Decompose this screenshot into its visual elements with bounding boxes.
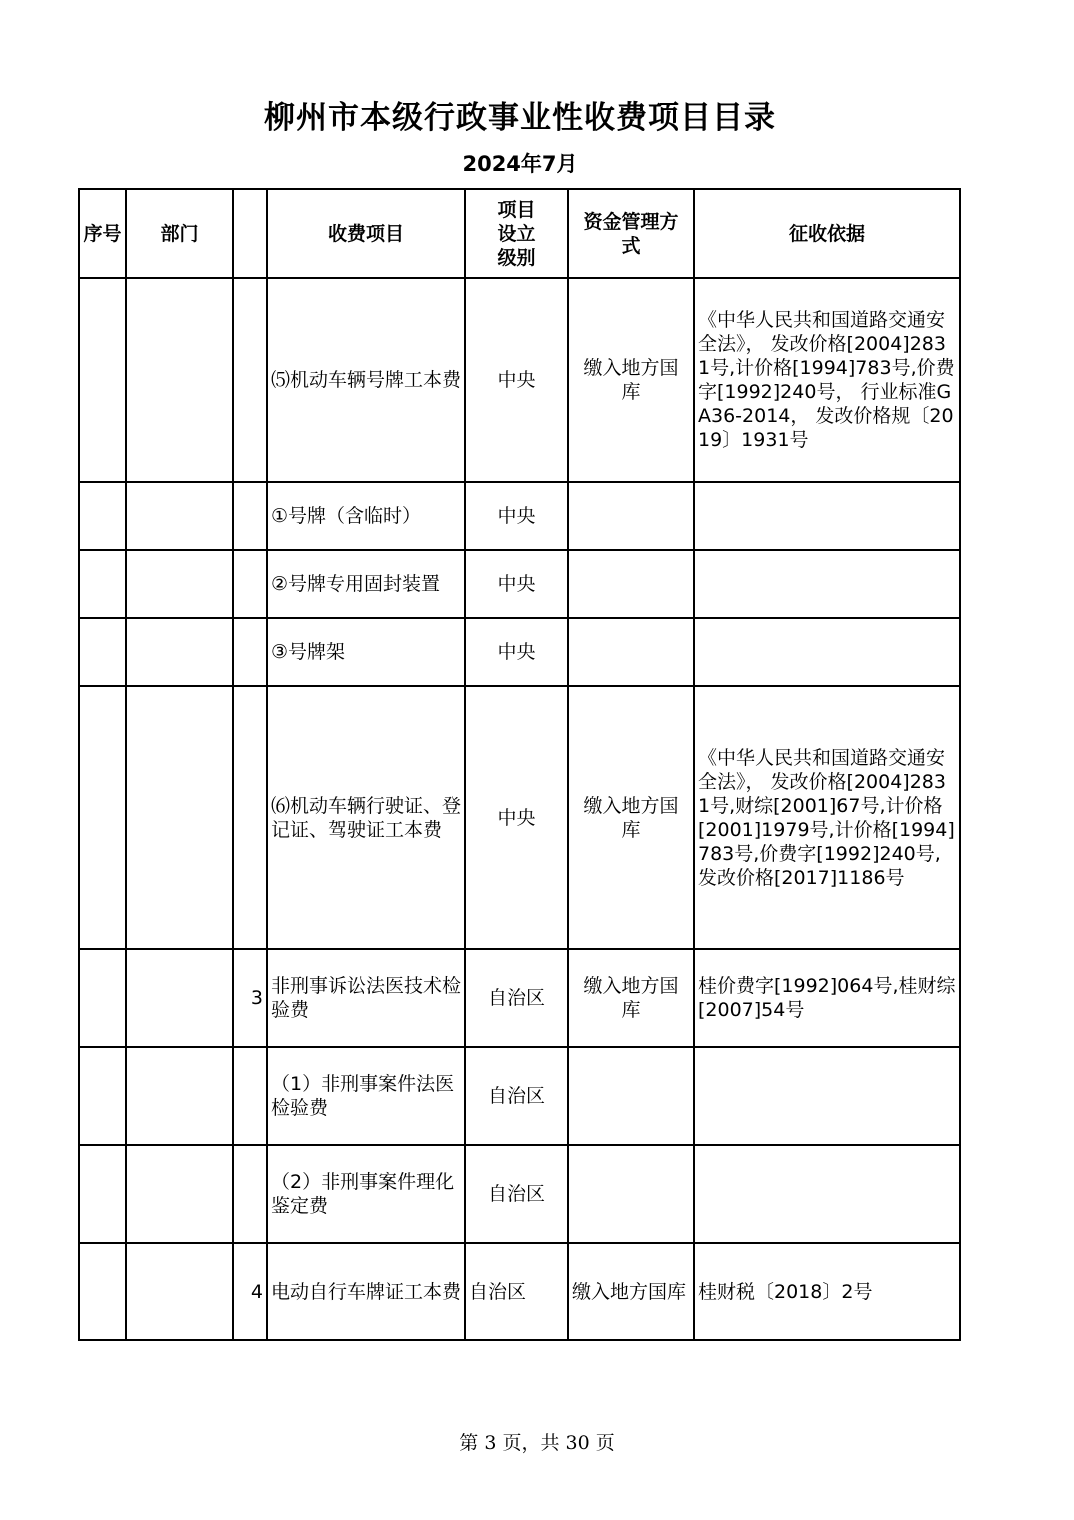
- table-row: [79, 482, 960, 550]
- cell-basis: 《中华人民共和国道路交通安全法》， 发改价格[2004]2831号,计价格[1994]783号,价费字[1992]240号， 行业标准GA36-2014， 发改价格规〔2019〕1931号: [694, 278, 960, 482]
- cell-num: [233, 1145, 267, 1243]
- cell-item: ⑸机动车辆号牌工本费: [267, 278, 465, 482]
- cell-seq: [79, 1145, 126, 1243]
- cell-dept: [126, 550, 233, 618]
- cell-basis: 桂价费字[1992]064号,桂财综[2007]54号: [694, 949, 960, 1047]
- cell-level: 自治区: [465, 1047, 568, 1145]
- table-row: [79, 949, 960, 1047]
- cell-item: ⑹机动车辆行驶证、登记证、驾驶证工本费: [267, 686, 465, 949]
- cell-seq: [79, 482, 126, 550]
- cell-seq: [79, 1243, 126, 1340]
- page-title: 柳州市本级行政事业性收费项目目录: [264, 100, 776, 136]
- table-row: [79, 1047, 960, 1145]
- cell-seq: [79, 686, 126, 949]
- cell-seq: [79, 949, 126, 1047]
- cell-num: [233, 550, 267, 618]
- cell-level: 自治区: [465, 1145, 568, 1243]
- header-seq: 序号: [79, 189, 126, 278]
- cell-num: [233, 686, 267, 949]
- table-row: [79, 1243, 960, 1340]
- cell-fund: 缴入地方国库: [568, 1243, 694, 1340]
- cell-num: [233, 278, 267, 482]
- cell-basis: 《中华人民共和国道路交通安全法》， 发改价格[2004]2831号,财综[2001]67号,计价格[2001]1979号,计价格[1994]783号,价费字[1992]240号,发改价格[2017]1186号: [694, 686, 960, 949]
- cell-level: 中央: [465, 618, 568, 686]
- fee-table: [78, 188, 961, 1341]
- cell-item: ②号牌专用固封装置: [267, 550, 465, 618]
- cell-dept: [126, 949, 233, 1047]
- cell-dept: [126, 1243, 233, 1340]
- cell-item: 电动自行车牌证工本费: [267, 1243, 465, 1340]
- cell-basis: [694, 1047, 960, 1145]
- table-row: [79, 1145, 960, 1243]
- cell-num: 4: [233, 1243, 267, 1340]
- cell-fund: [568, 618, 694, 686]
- cell-item: （1）非刑事案件法医检验费: [267, 1047, 465, 1145]
- cell-item: ①号牌（含临时）: [267, 482, 465, 550]
- header-num: [233, 189, 267, 278]
- cell-level: 自治区: [465, 949, 568, 1047]
- cell-level: 自治区: [465, 1243, 568, 1340]
- cell-num: [233, 618, 267, 686]
- cell-seq: [79, 550, 126, 618]
- cell-fund: 缴入地方国库: [568, 949, 694, 1047]
- cell-fund: [568, 1145, 694, 1243]
- cell-dept: [126, 686, 233, 949]
- page-footer: 第 3 页，共 30 页: [459, 1432, 615, 1454]
- cell-fund: [568, 550, 694, 618]
- cell-num: [233, 1047, 267, 1145]
- table-header-row: [79, 189, 960, 278]
- cell-num: 3: [233, 949, 267, 1047]
- cell-basis: [694, 618, 960, 686]
- cell-level: 中央: [465, 278, 568, 482]
- cell-level: 中央: [465, 550, 568, 618]
- page-date: 2024年7月: [462, 152, 578, 176]
- cell-dept: [126, 618, 233, 686]
- cell-fund: [568, 1047, 694, 1145]
- cell-basis: 桂财税〔2018〕2号: [694, 1243, 960, 1340]
- cell-fund: 缴入地方国库: [568, 686, 694, 949]
- cell-fund: [568, 482, 694, 550]
- table-row: [79, 278, 960, 482]
- cell-dept: [126, 482, 233, 550]
- cell-level: 中央: [465, 482, 568, 550]
- cell-basis: [694, 1145, 960, 1243]
- table-row: [79, 618, 960, 686]
- cell-seq: [79, 278, 126, 482]
- cell-dept: [126, 1145, 233, 1243]
- cell-item: 非刑事诉讼法医技术检验费: [267, 949, 465, 1047]
- header-basis: 征收依据: [694, 189, 960, 278]
- cell-level: 中央: [465, 686, 568, 949]
- cell-item: ③号牌架: [267, 618, 465, 686]
- cell-fund: 缴入地方国库: [568, 278, 694, 482]
- table-row: [79, 686, 960, 949]
- cell-num: [233, 482, 267, 550]
- cell-dept: [126, 278, 233, 482]
- cell-basis: [694, 482, 960, 550]
- header-item: 收费项目: [267, 189, 465, 278]
- header-fund: 资金管理方式: [568, 189, 694, 278]
- cell-item: （2）非刑事案件理化鉴定费: [267, 1145, 465, 1243]
- header-level: 项目设立级别: [465, 189, 568, 278]
- cell-basis: [694, 550, 960, 618]
- header-dept: 部门: [126, 189, 233, 278]
- cell-seq: [79, 618, 126, 686]
- table-row: [79, 550, 960, 618]
- cell-dept: [126, 1047, 233, 1145]
- cell-seq: [79, 1047, 126, 1145]
